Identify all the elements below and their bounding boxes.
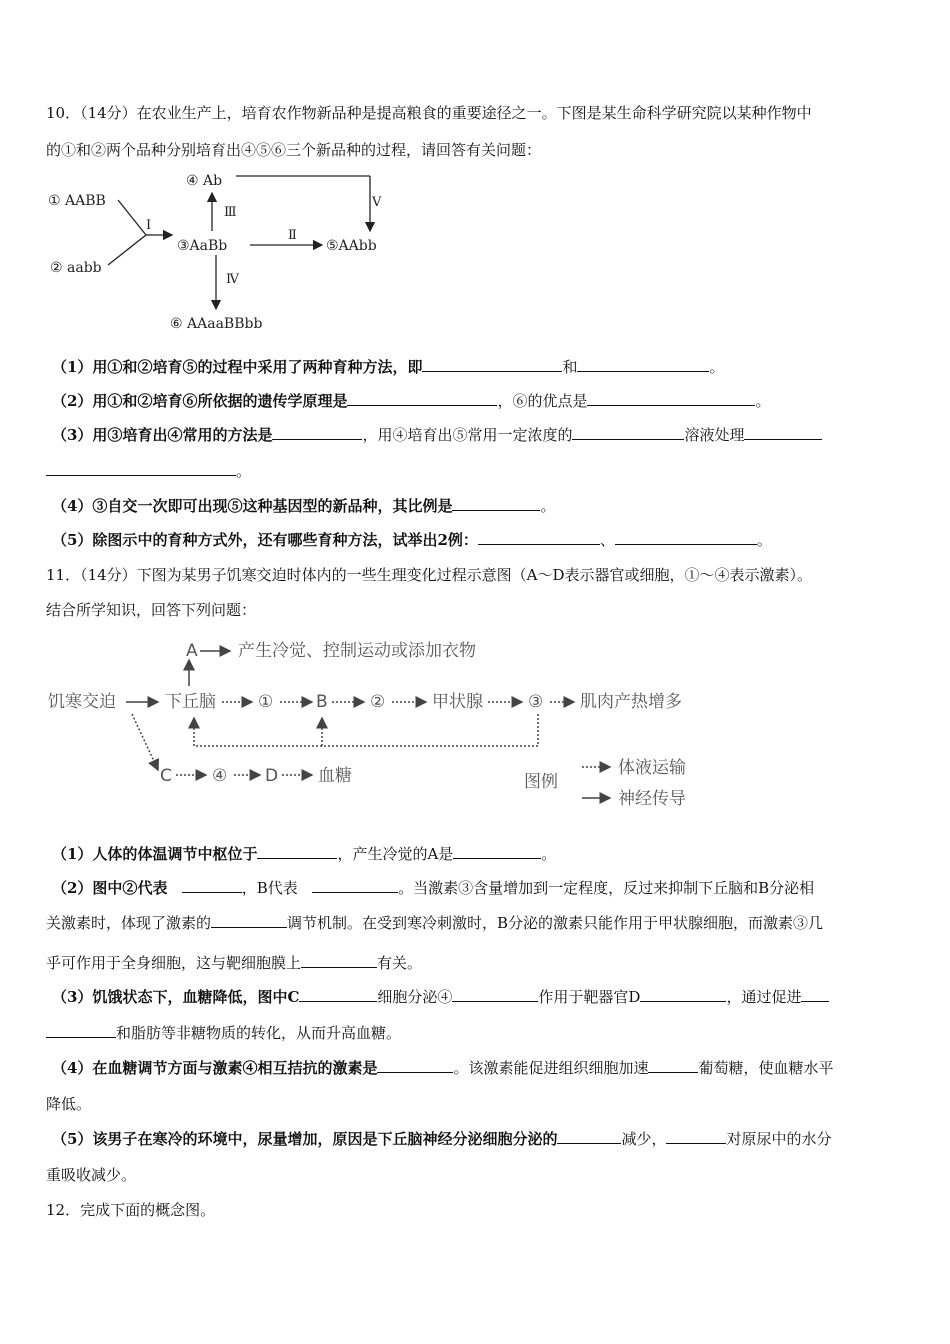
- variety-5: ⑤AAbb: [326, 238, 377, 254]
- variety-6: ⑥ AAaaBBbb: [170, 316, 263, 332]
- q11-sub1-text: （1）人体的体温调节中枢位于: [52, 845, 258, 863]
- q11-sub2-cont: 。当激素③含量增加到一定程度，反过来抑制下丘脑和B分泌相: [398, 879, 815, 897]
- variety-2: ② aabb: [50, 260, 102, 276]
- q11-sub3: [52, 987, 829, 1007]
- q11-sub4-join: 。该激素能促进组织细胞加速: [453, 1059, 649, 1077]
- answer-blank[interactable]: [301, 953, 377, 968]
- node-B: B: [316, 692, 328, 712]
- answer-blank[interactable]: [299, 987, 377, 1002]
- legend-dotted-label: 体液运输: [618, 758, 686, 778]
- q11-sub2-text4: 乎可作用于全身细胞，这与靶细胞膜上: [46, 954, 302, 972]
- q11-sub3-end: 和脂肪等非糖物质的转化，从而升高血糖。: [116, 1024, 402, 1042]
- q10-sub4-end: 。: [540, 497, 556, 515]
- answer-blank[interactable]: [377, 1058, 453, 1073]
- answer-blank[interactable]: [648, 1058, 698, 1073]
- q11-sub5-join: 减少，: [621, 1130, 667, 1148]
- variety-3: ③AaBb: [177, 238, 228, 254]
- q11-sub4: [52, 1058, 833, 1078]
- q10-sub2-text: （2）用①和②培育⑥所依据的遗传学原理是: [52, 392, 348, 410]
- step-3-label: Ⅲ: [224, 205, 237, 220]
- answer-blank[interactable]: [211, 913, 287, 928]
- legend-title: 图例: [524, 772, 558, 792]
- answer-blank[interactable]: [347, 391, 497, 406]
- q10-sub5-text: （5）除图示中的育种方式外，还有哪些育种方法，试举出2例：: [52, 531, 478, 549]
- answer-blank[interactable]: [453, 844, 541, 859]
- q10-sub4-text: （4）③自交一次即可出现⑤这种基因型的新品种，其比例是: [52, 497, 453, 515]
- q11-sub2-line2: [46, 913, 823, 933]
- answer-blank[interactable]: [666, 1129, 726, 1144]
- q11-sub2-line3: [46, 953, 422, 973]
- q11-sub2-text2: 关激素时，体现了激素的: [46, 914, 212, 932]
- q10-sub1: [52, 357, 724, 377]
- q11-stem-line2: 结合所学知识，回答下列问题：: [46, 601, 257, 619]
- legend-solid-label: 神经传导: [618, 789, 686, 809]
- q10-sub1-end: 。: [709, 358, 725, 376]
- answer-blank[interactable]: [478, 530, 600, 545]
- answer-blank[interactable]: [744, 425, 822, 440]
- hormone-3: ③: [528, 692, 544, 712]
- q11-sub4-cont: 葡萄糖，使血糖水平: [698, 1059, 834, 1077]
- node-A: A: [186, 641, 198, 661]
- q11-sub2: [52, 878, 814, 898]
- answer-blank[interactable]: [557, 1129, 621, 1144]
- q10-sub3-text: （3）用③培育出④常用的方法是: [52, 426, 273, 444]
- answer-blank[interactable]: [312, 878, 398, 893]
- regulation-diagram: [40, 632, 710, 817]
- node-C: C: [160, 766, 172, 786]
- q11-sub1-end: 。: [541, 845, 557, 863]
- hormone-4: ④: [212, 766, 228, 786]
- node-A-output: 产生冷觉、控制运动或添加衣物: [238, 641, 476, 661]
- answer-blank[interactable]: [46, 461, 236, 476]
- q11-sub4-text: （4）在血糖调节方面与激素④相互拮抗的激素是: [52, 1059, 378, 1077]
- q12-stem: 12．完成下面的概念图。: [46, 1201, 216, 1219]
- step-1-label: Ⅰ: [146, 218, 152, 233]
- node-muscle-heat: 肌肉产热增多: [580, 692, 682, 712]
- step-2-label: Ⅱ: [288, 228, 297, 243]
- answer-blank[interactable]: [452, 987, 538, 1002]
- answer-blank[interactable]: [422, 357, 562, 372]
- q11-sub2-text3: 调节机制。在受到寒冷刺激时，B分泌的激素只能作用于甲状腺细胞，而激素③几: [287, 914, 824, 932]
- node-hypothalamus: 下丘脑: [165, 692, 216, 712]
- node-D: D: [265, 766, 279, 786]
- q10-sub3: [52, 425, 822, 445]
- q11-sub3-join: 细胞分泌④: [377, 988, 453, 1006]
- q11-sub3-join3: ，通过促进: [726, 988, 802, 1006]
- variety-4: ④ Ab: [186, 173, 223, 189]
- q11-sub2-join: ，B代表: [241, 879, 298, 897]
- q11-sub5-cont: 对原尿中的水分: [726, 1130, 832, 1148]
- q11-sub3-join2: 作用于靶器官D: [538, 988, 641, 1006]
- q10-sub3-cont: [46, 461, 251, 481]
- breeding-diagram: [40, 165, 420, 340]
- q10-sub3-join2: 溶液处理: [684, 426, 745, 444]
- node-cold-hunger: 饥寒交迫: [48, 692, 116, 712]
- answer-blank[interactable]: [572, 425, 684, 440]
- step-4-label: Ⅳ: [226, 272, 239, 287]
- q10-stem-line1: 10．（14分）在农业生产上，培育农作物新品种是提高粮食的重要途径之一。下图是某生命科学研究院以某种作物中: [46, 104, 812, 122]
- q10-sub5-join: 、: [599, 531, 615, 549]
- q11-sub1: [52, 844, 556, 864]
- q11-sub5: [52, 1129, 831, 1149]
- answer-blank[interactable]: [46, 1023, 116, 1038]
- answer-blank[interactable]: [587, 391, 755, 406]
- q11-stem-line1: 11．（14分）下图为某男子饥寒交迫时体内的一些生理变化过程示意图（A～D表示器官或细胞，①～④表示激素）。: [46, 566, 813, 584]
- answer-blank[interactable]: [257, 844, 337, 859]
- q10-sub4: [52, 496, 555, 516]
- answer-blank[interactable]: [452, 496, 540, 511]
- answer-blank[interactable]: [272, 425, 362, 440]
- q10-sub1-join: 和: [562, 358, 578, 376]
- q10-sub2: [52, 391, 770, 411]
- q10-stem-line2: 的①和②两个品种分别培育出④⑤⑥三个新品种的过程，请回答有关问题：: [46, 141, 542, 159]
- q11-sub2-text: （2）图中②代表: [52, 879, 168, 897]
- answer-blank[interactable]: [182, 878, 242, 893]
- answer-blank[interactable]: [615, 530, 757, 545]
- q11-sub2-end: 有关。: [377, 954, 423, 972]
- answer-blank[interactable]: [577, 357, 709, 372]
- answer-blank[interactable]: [801, 987, 829, 1002]
- node-blood-sugar: 血糖: [318, 766, 352, 786]
- variety-1: ① AABB: [48, 193, 106, 209]
- answer-blank[interactable]: [640, 987, 726, 1002]
- node-thyroid: 甲状腺: [432, 692, 483, 712]
- step-5-label: Ⅴ: [372, 195, 382, 210]
- q11-sub3-text: （3）饥饿状态下，血糖降低，图中C: [52, 988, 300, 1006]
- q10-sub3-join: ，用④培育出⑤常用一定浓度的: [362, 426, 573, 444]
- q10-sub3-end: 。: [236, 462, 252, 480]
- q10-sub2-end: 。: [755, 392, 771, 410]
- q10-sub1-text: （1）用①和②培育⑤的过程中采用了两种育种方法，即: [52, 358, 423, 376]
- q11-sub1-join: ，产生冷觉的A是: [337, 845, 454, 863]
- q10-sub5: [52, 530, 772, 550]
- q10-sub2-join: ，⑥的优点是: [497, 392, 588, 410]
- hormone-2: ②: [370, 692, 386, 712]
- q10-sub5-end: 。: [756, 531, 772, 549]
- q11-sub5-text: （5）该男子在寒冷的环境中，尿量增加，原因是下丘脑神经分泌细胞分泌的: [52, 1130, 558, 1148]
- q11-sub5-line2: 重吸收减少。: [46, 1166, 137, 1184]
- q11-sub4-line2: 降低。: [46, 1095, 92, 1113]
- q11-sub3-line2: [46, 1023, 401, 1043]
- hormone-1: ①: [258, 692, 274, 712]
